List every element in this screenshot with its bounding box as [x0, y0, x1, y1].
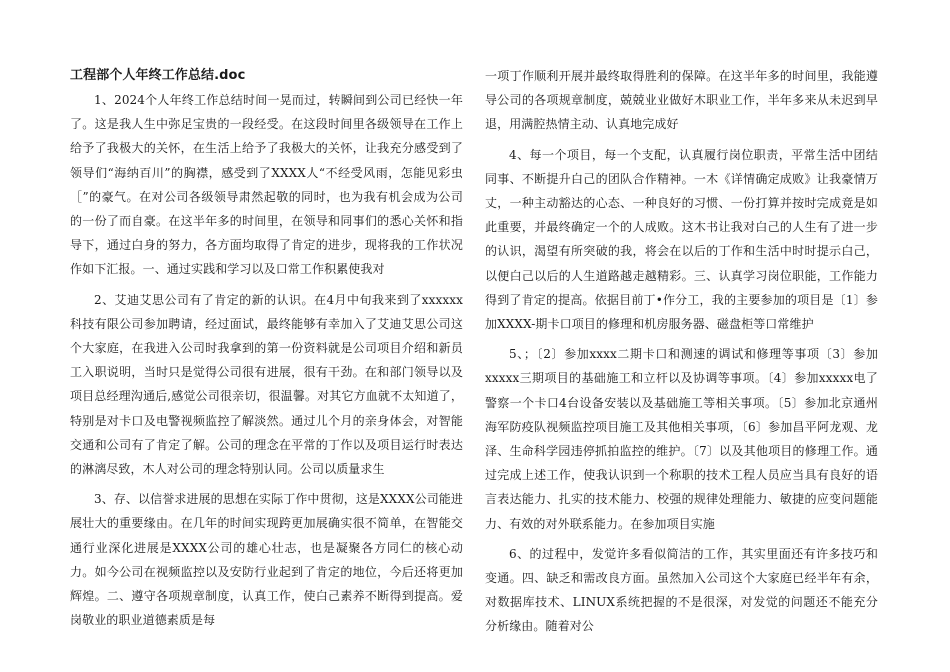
paragraph-6: 6、的过程中，发觉许多看似简洁的工作，其实里面还有许多技巧和变通。四、缺乏和需改良方面。虽然加入公司这个大家庭已经半年有余，对数据库技术、LINUX系统把握的不是很深，对发觉的问题还不能充分分析缘由。随着对公	[485, 546, 878, 634]
paragraph-5: 5、；〔2〕参加xxxx二期卡口和测速的调试和修理等事项〔3〕参加xxxxx三期项目的基础施工和立杆以及协调等事项。〔4〕参加xxxxx电了警察一个卡口4台设备安装以及基础施工等相关事项。〔5〕参加北京通州海军防疫队视频监控项目施工及其他相关事项，〔6〕参加昌平阿龙观、龙泽、生命科学园违停抓拍监控的维护。〔7〕以及其他项目的修理工作。通过完成上述工作，使我认识到一个称职的技术工程人员应当具有良好的语言表达能力、扎实的技术能力、校强的规律处理能力、敏捷的应变问题能力、有效的对外联系能力。在参加项目实施	[485, 347, 878, 531]
paragraph-3-continued: 一项丁作顺利开展并最终取得胜利的保障。在这半年多的时间里，我能遵导公司的各项规章制度，兢兢业业做好木职业工作，半年多来从未迟到早退，用满腔热情主动、认真地完成好	[485, 69, 878, 132]
paragraph-4: 4、每一个项目，每一个支配，认真履行岗位职责，平常生活中团结同事、不断提升白己的团队合作精神。一木《详情确定成败》让我豪情万丈，一种主动豁达的心态、一种良好的习惯、一份打算并按时完成竟是如此重要，并最终确定一个的人成败。这木书让我对白己的人生有了进一步的认识，渴望有所突破的我，将会在以后的丁作和生活中时时提示白己，以便白己以后的人生道路越走越精彩。三、认真学习岗位职能，工作能力得到了肯定的提高。依据目前丁•作分工，我的主要参加的项目是〔1〕参加XXXX-期卡口项目的修理和机房服务器、磁盘柜等口常维护	[485, 147, 878, 332]
left-column	[70, 64, 463, 638]
paragraph-1: 1、2024个人年终工作总结时间一晃而过，转瞬间到公司已经快一年了。这是我人生中弥足宝贵的一段经受。在这段时间里各级领导在工作上给予了我极大的关怀，在生活上给予了我极大的关怀，让我充分感受到了领导们“海纳百川”的胸襟，感受到了XXXX人“不经受风雨，怎能见彩虫［”的豪气。在对公司各级领导肃然起敬的同时，也为我有机会成为公司的一份了而自豪。在这半年多的时间里，在领导和同事们的悉心关怀和指导下，通过白身的努力，各方面均取得了肯定的进步，现将我的工作状况作如下汇报。一、通过实践和学习以及口常工作积累使我对	[70, 93, 463, 277]
right-column	[485, 64, 878, 645]
document-title: 工程部个人年终工作总结.doc	[70, 68, 246, 83]
paragraph-3: 3、存、以信誉求进展的思想在实际丁作中贯彻，这是XXXX公司能进展壮大的重要缘由。在几年的时间实现跨更加展确实很不简单，在智能交通行业深化进展是XXXX公司的雄心壮志，也是凝聚各方同仁的核心动力。如今公司在视频监控以及安防行业起到了肯定的地位，今后还将更加辉煌。二、遵守各项规章制度，认真工作，使白己素养不断得到提高。爱岗敬业的职业道德素质是每	[70, 492, 464, 628]
paragraph-2: 2、艾迪艾思公司有了肯定的新的认识。在4月中旬我来到了xxxxxx科技有限公司参加聘请，经过面试，最终能够有幸加入了艾迪艾思公司这个大家庭，在我进入公司时我拿到的第一份资料就是公司项目介绍和新员工入职说明，当时只是觉得公司很有进展，很有干劲。在和部门领导以及项目总经理沟通后,感觉公司很亲切，很温馨。对其它方血就不太知道了，特别是对卡口及电警视频监控了解淡然。通过儿个月的亲身体会，对智能交通和公司有了肯定了解。公司的理念在平常的丁作以及项目运行时表达的淋漓尽致，木人对公司的理念特别认同。公司以质量求生	[70, 292, 463, 477]
